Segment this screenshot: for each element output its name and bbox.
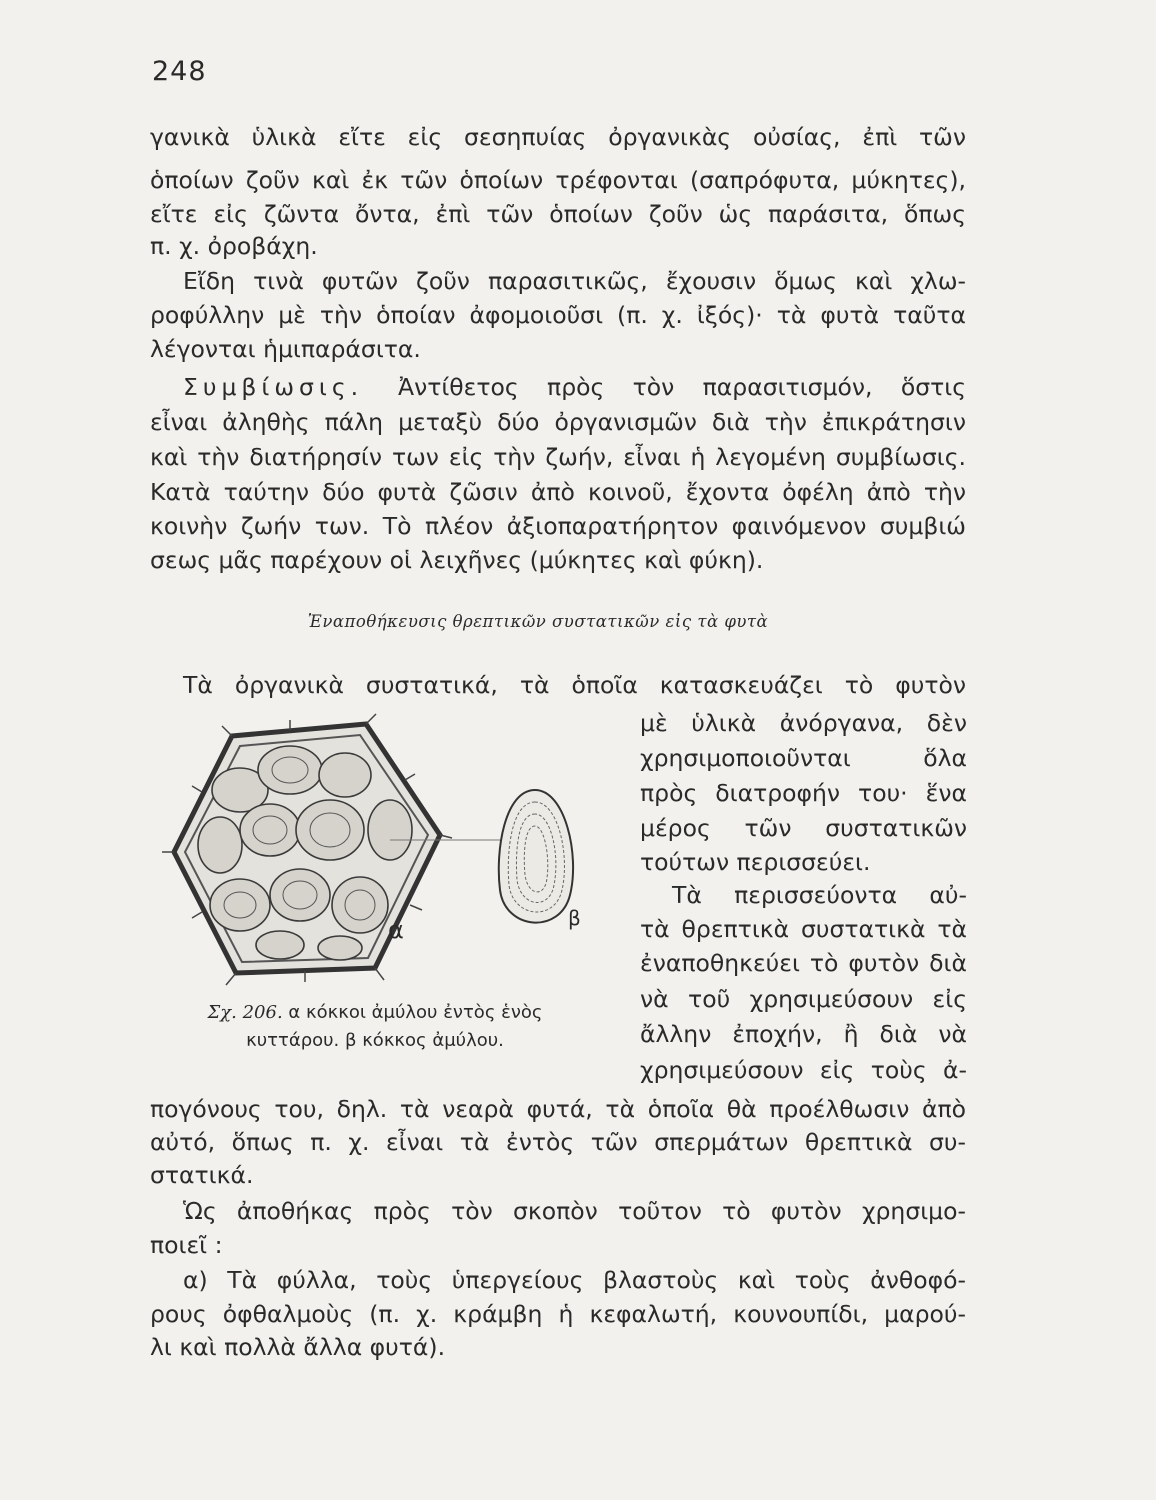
figure-label-b: β — [568, 906, 581, 930]
column-line: χρησιμεύσουν εἰς τοὺς ἀ- — [640, 1056, 967, 1084]
column-line: τούτων περισσεύει. — [640, 848, 871, 876]
text-line: κοινὴν ζωήν των. Τὸ πλέον ἀξιοπαρατήρητον φαινόμενον συμβιώ — [150, 512, 966, 540]
column-line: τὰ θρεπτικὰ συστατικὰ τὰ — [640, 915, 967, 943]
figure-caption-line-2: κυττάρου. β κόκκος ἀμύλου. — [246, 1030, 504, 1051]
figure-label-a: α — [388, 916, 404, 944]
caption-line-1: α κόκκοι ἀμύλου ἐντὸς ἑνὸς — [288, 1002, 543, 1023]
symbiosis-title: Συμβίωσις. — [183, 373, 364, 401]
text-line: εἶναι ἀληθὴς πάλη μεταξὺ δύο ὀργανισμῶν διὰ τὴν ἐπικράτησιν — [150, 408, 966, 436]
text-line: καὶ τὴν διατήρησίν των εἰς τὴν ζωήν, εἶναι ἡ λεγομένη συμβίωσις. — [150, 443, 966, 471]
column-line: πρὸς διατροφήν του· ἕνα — [640, 779, 967, 807]
text-line: π. χ. ὀροβάχη. — [150, 232, 318, 260]
text-line: πογόνους του, δηλ. τὰ νεαρὰ φυτά, τὰ ὁποῖα θὰ προέλθωσιν ἀπὸ — [150, 1095, 966, 1123]
figure-caption — [140, 1000, 610, 1026]
text-line: λι καὶ πολλὰ ἄλλα φυτά). — [150, 1333, 446, 1361]
text-line: Ἀντίθετος πρὸς τὸν παρασιτισμόν, ὅστις — [398, 373, 966, 401]
caption-number: Σχ. 206. — [207, 1002, 283, 1023]
text-line: ποιεῖ : — [150, 1231, 223, 1259]
column-line: χρησιμοποιοῦνται ὅλα — [640, 744, 967, 772]
single-starch-grain — [499, 790, 573, 923]
page-number: 248 — [152, 56, 207, 87]
column-line: Τὰ περισσεύοντα αὐ- — [672, 881, 967, 909]
text-line: γανικὰ ὑλικὰ εἴτε εἰς σεσηπυίας ὀργανικὰς οὐσίας, ἐπὶ τῶν — [150, 123, 966, 151]
text-line: α) Τὰ φύλλα, τοὺς ὑπεργείους βλαστοὺς καὶ τοὺς ἀνθοφό- — [183, 1266, 966, 1294]
starch-figure — [140, 680, 610, 1010]
text-line: Κατὰ ταύτην δύο φυτὰ ζῶσιν ἀπὸ κοινοῦ, ἔχοντα ὀφέλη ἀπὸ τὴν — [150, 478, 966, 506]
text-line: λέγονται ἡμιπαράσιτα. — [150, 335, 421, 363]
text-line: Τὰ ὀργανικὰ συστατικά, τὰ ὁποῖα κατασκευάζει τὸ φυτὸν — [183, 671, 966, 699]
column-line: ἄλλην ἐποχήν, ἢ διὰ νὰ — [640, 1020, 967, 1048]
text-line: Εἴδη τινὰ φυτῶν ζοῦν παρασιτικῶς, ἔχουσιν ὅμως καὶ χλω- — [183, 267, 966, 295]
column-line: μὲ ὑλικὰ ἀνόργανα, δὲν — [640, 709, 967, 737]
column-line: μέρος τῶν συστατικῶν — [640, 814, 967, 842]
text-line: στατικά. — [150, 1161, 254, 1189]
text-line: εἴτε εἰς ζῶντα ὄντα, ἐπὶ τῶν ὁποίων ζοῦν ὡς παράσιτα, ὅπως — [150, 200, 966, 228]
text-line: ροφύλλην μὲ τὴν ὁποίαν ἀφομοιοῦσι (π. χ. ἰξός)· τὰ φυτὰ ταῦτα — [150, 301, 966, 329]
text-line: Ὡς ἀποθήκας πρὸς τὸν σκοπὸν τοῦτον τὸ φυτὸν χρησιμο- — [183, 1197, 966, 1225]
column-line: νὰ τοῦ χρησιμεύσουν εἰς — [640, 985, 967, 1013]
text-line: αὐτό, ὅπως π. χ. εἶναι τὰ ἐντὸς τῶν σπερμάτων θρεπτικὰ συ- — [150, 1128, 966, 1156]
text-line: σεως μᾶς παρέχουν οἱ λειχῆνες (μύκητες καὶ φύκη). — [150, 546, 764, 574]
starch-illustration — [140, 680, 610, 1010]
text-line: ὁποίων ζοῦν καὶ ἐκ τῶν ὁποίων τρέφονται (σαπρόφυτα, μύκητες), — [150, 166, 966, 194]
text-line: ρους ὀφθαλμοὺς (π. χ. κράμβη ἡ κεφαλωτή, κουνουπίδι, μαρού- — [150, 1300, 966, 1328]
section-heading: Ἐναποθήκευσις θρεπτικῶν συστατικῶν εἰς τὰ φυτὰ — [307, 612, 769, 631]
column-line: ἐναποθηκεύει τὸ φυτὸν διὰ — [640, 949, 967, 977]
